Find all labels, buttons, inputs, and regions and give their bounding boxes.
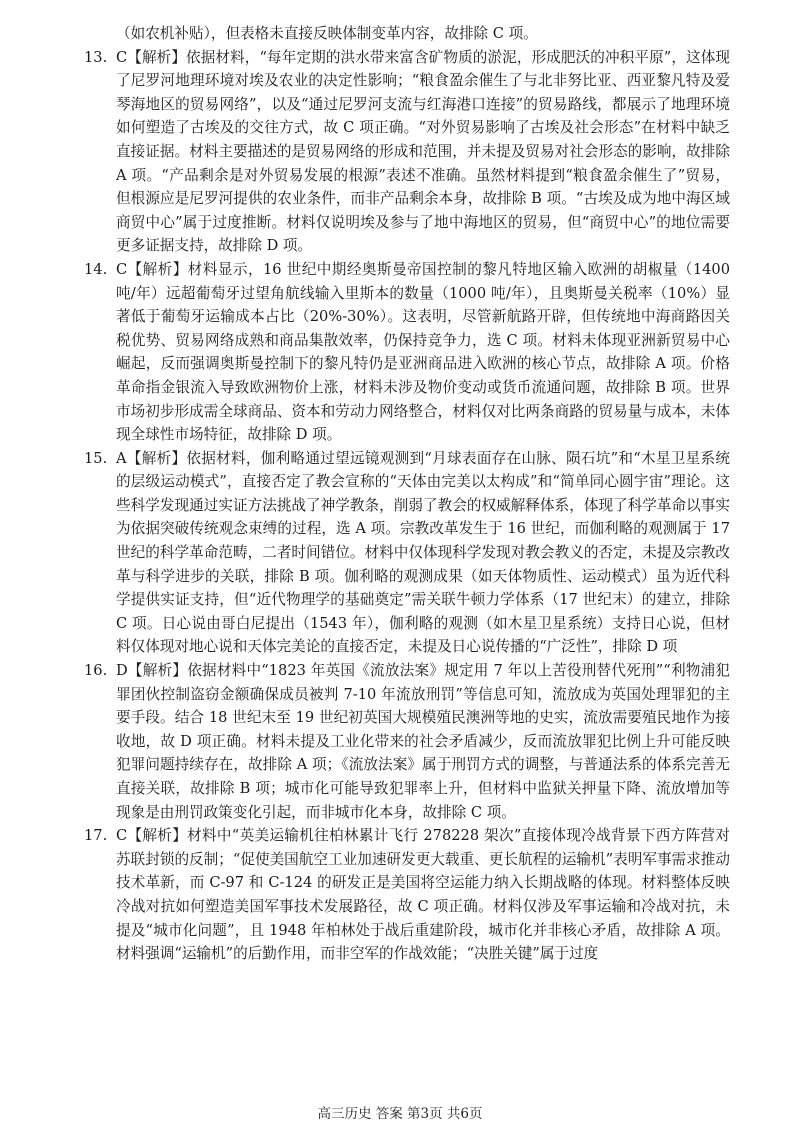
item-explanation: A【解析】依据材料，伽利略通过望远镜观测到“月球表面存在山脉、陨石坑”和“木星卫星系统的层级运动模式”，直接否定了教会宣称的“天体由完美以太构成”和“简单同心圆宇宙”理论。这些科学发现通过实证方法挑战了神学教条，削弱了教会的权威解释体系，体现了科学革命以事实为依据突破传统观念束缚的过程，选 A 项。宗教改革发生于 16 世纪，而伽利略的观测属于 17 世纪的科学革命范畴，二者时间错位。材料中仅体现科学发现对教会教义的否定，未提及宗教改革与科学进步的关联，排除 B 项。伽利略的观测成果（如天体物质性、运动模式）虽为近代科学提供实证支持，但“近代物理学的基础奠定”需关联牛顿力学体系（17 世纪末）的建立，排除 C 项。日心说由哥白尼提出（1543 年），伽利略的观测（如木星卫星系统）支持日心说，但材料仅体现对地心说和天体完美论的直接否定，未提及日心说传播的“广泛性”，排除 D 项	[116, 449, 730, 656]
item-number: 13.	[84, 48, 108, 66]
item-explanation: C【解析】材料中“英美运输机往柏林累计飞行 278228 架次”直接体现冷战背景下西方阵营对苏联封锁的反制；“促使美国航空工业加速研发更大载重、更长航程的运输机”表明军事需求推动技术革新，而 C-97 和 C-124 的研发正是美国将空运能力纳入长期战略的体现。材料整体反映冷战对抗如何塑造美国军事技术发展路径，故 C 项正确。材料仅涉及军事运输和冷战对抗，未提及“城市化问题”，且 1948 年柏林处于战后重建阶段，城市化并非核心矛盾，故排除 A 项。材料强调“运输机”的后勤作用，而非空军的作战效能；“决胜关键”属于过度	[116, 827, 730, 963]
item-explanation: C【解析】依据材料，“每年定期的洪水带来富含矿物质的淤泥，形成肥沃的冲积平原”，这体现了尼罗河地理环境对埃及农业的决定性影响；“粮食盈余催生了与北非努比亚、西亚黎凡特及爱琴海地区的贸易网络”，以及“通过尼罗河支流与红海港口连接”的贸易路线，都展示了地理环境如何塑造了古埃及的交往方式，故 C 项正确。“对外贸易影响了古埃及社会形态”在材料中缺乏直接证据。材料主要描述的是贸易网络的形成和范围，并未提及贸易对社会形态的影响，故排除 A 项。“产品剩余是对外贸易发展的根源”表述不准确。虽然材料提到“粮食盈余催生了”贸易，但根源应是尼罗河提供的农业条件，而非产品剩余本身，故排除 B 项。“古埃及成为地中海区域商贸中心”属于过度推断。材料仅说明埃及参与了地中海地区的贸易，但“商贸中心”的地位需要更多证据支持，故排除 D 项。	[116, 48, 730, 255]
item-number: 16.	[84, 662, 108, 680]
answer-page	[84, 22, 730, 966]
item-explanation: C【解析】材料显示，16 世纪中期经奥斯曼帝国控制的黎凡特地区输入欧洲的胡椒量（1400 吨/年）远超葡萄牙过望角航线输入里斯本的数量（1000 吨/年），且奥斯曼关税率（10%）显著低于葡萄牙运输成本占比（20%-30%）。这表明，尽管新航路开辟，但传统地中海商路因关税优势、贸易网络成熟和商品集散效率，仍保持竞争力，选 C 项。材料未体现亚洲新贸易中心崛起，反而强调奥斯曼控制下的黎凡特仍是亚洲商品进入欧洲的核心节点，故排除 A 项。价格革命指金银流入导致欧洲物价上涨，材料未涉及物价变动或货币流通问题，故排除 B 项。世界市场初步形成需全球商品、资本和劳动力网络整合，材料仅对比两条商路的贸易量与成本，未体现全球性市场特征，故排除 D 项。	[116, 260, 730, 444]
answer-item-16	[84, 659, 730, 824]
item-number: 17.	[84, 827, 108, 845]
answer-item-13	[84, 46, 730, 258]
page-footer: 高三历史 答案 第3页 共6页	[317, 1106, 483, 1122]
answer-item-14	[84, 258, 730, 447]
item-explanation: D【解析】依据材料中“1823 年英国《流放法案》规定用 7 年以上苦役刑替代死刑”“利物浦犯罪团伙控制盗窃金额确保成员被判 7-10 年流放刑罚”等信息可知，流放成为英国处理罪犯的主要手段。结合 18 世纪末至 19 世纪初英国大规模殖民澳洲等地的史实，流放需要殖民地作为接收地，故 D 项正确。材料未提及工业化带来的社会矛盾减少，反而流放罪犯比例上升可能反映犯罪问题持续存在，故排除 A 项；《流放法案》属于刑罚方式的调整，与普通法系的体系完善无直接关联，故排除 B 项；城市化可能导致犯罪率上升，但材料中监狱关押量下降、流放增加等现象是由刑罚政策变化引起，而非城市化本身，故排除 C 项。	[116, 662, 730, 821]
answer-item-15	[84, 447, 730, 659]
answer-item-17	[84, 824, 730, 966]
item-number: 15.	[84, 449, 108, 467]
item-number: 14.	[84, 260, 108, 278]
intro-paragraph: （如农机补贴），但表格未直接反映体制变革内容，故排除 C 项。	[116, 25, 538, 42]
